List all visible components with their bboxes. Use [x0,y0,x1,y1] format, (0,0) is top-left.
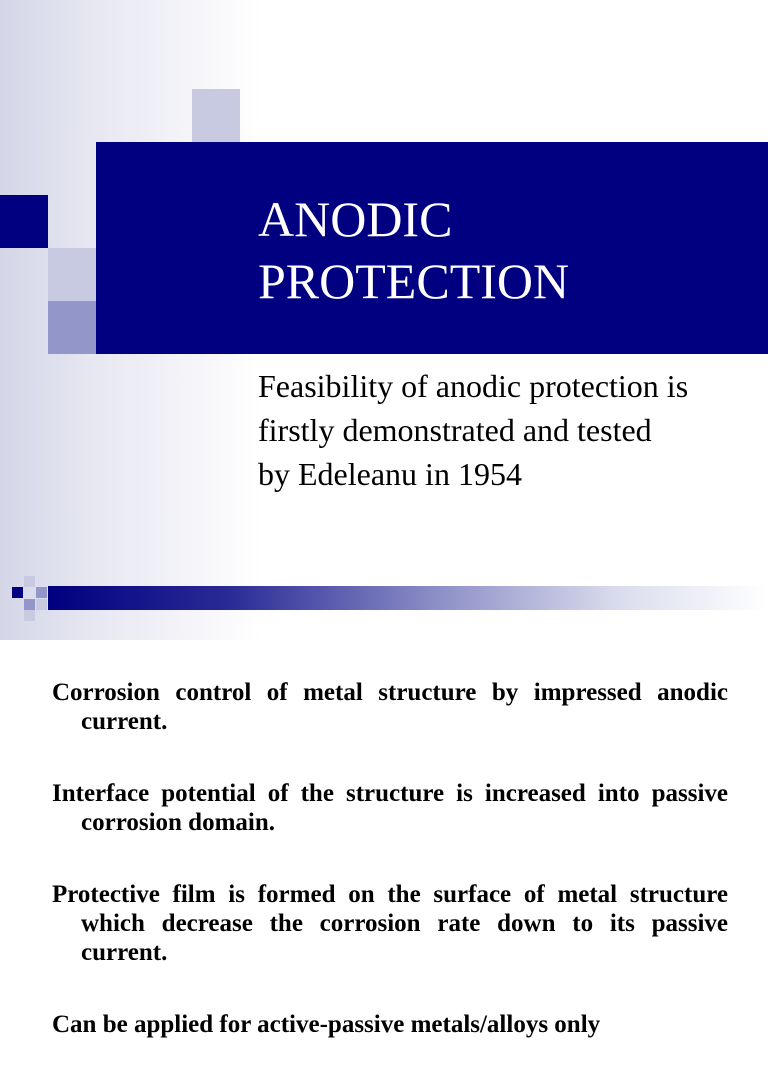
decor-pixel [36,599,47,610]
decor-pixel [24,599,35,610]
decor-pixel [24,610,35,621]
bullet-point: Interface potential of the structure is increased into passive corrosion domain. [52,780,728,836]
subtitle-line: firstly demonstrated and tested [258,412,652,448]
decor-pixel [36,587,47,598]
slide-title-line: ANODIC [258,191,453,247]
decor-square [48,248,96,301]
subtitle-line: Feasibility of anodic protection is [258,368,689,404]
slide-title [258,188,758,312]
decor-pixel [24,576,35,587]
decor-gradient-bar [48,586,768,610]
bullet-point: Corrosion control of metal structure by impressed anodic current. [52,679,728,735]
bullet-point: Can be applied for active-passive metals/alloys only [52,1011,601,1038]
decor-pixel [12,587,23,598]
bullet-list [52,678,728,1082]
decor-square [0,195,48,248]
slide-subtitle [258,364,758,496]
bullet-point: Protective film is formed on the surface of metal structure which decrease the corrosion rate down to its passive current. [52,881,728,966]
decor-square [192,89,240,142]
decor-square [48,301,96,354]
subtitle-line: by Edeleanu in 1954 [258,456,522,492]
slide-title-line: PROTECTION [258,253,570,309]
